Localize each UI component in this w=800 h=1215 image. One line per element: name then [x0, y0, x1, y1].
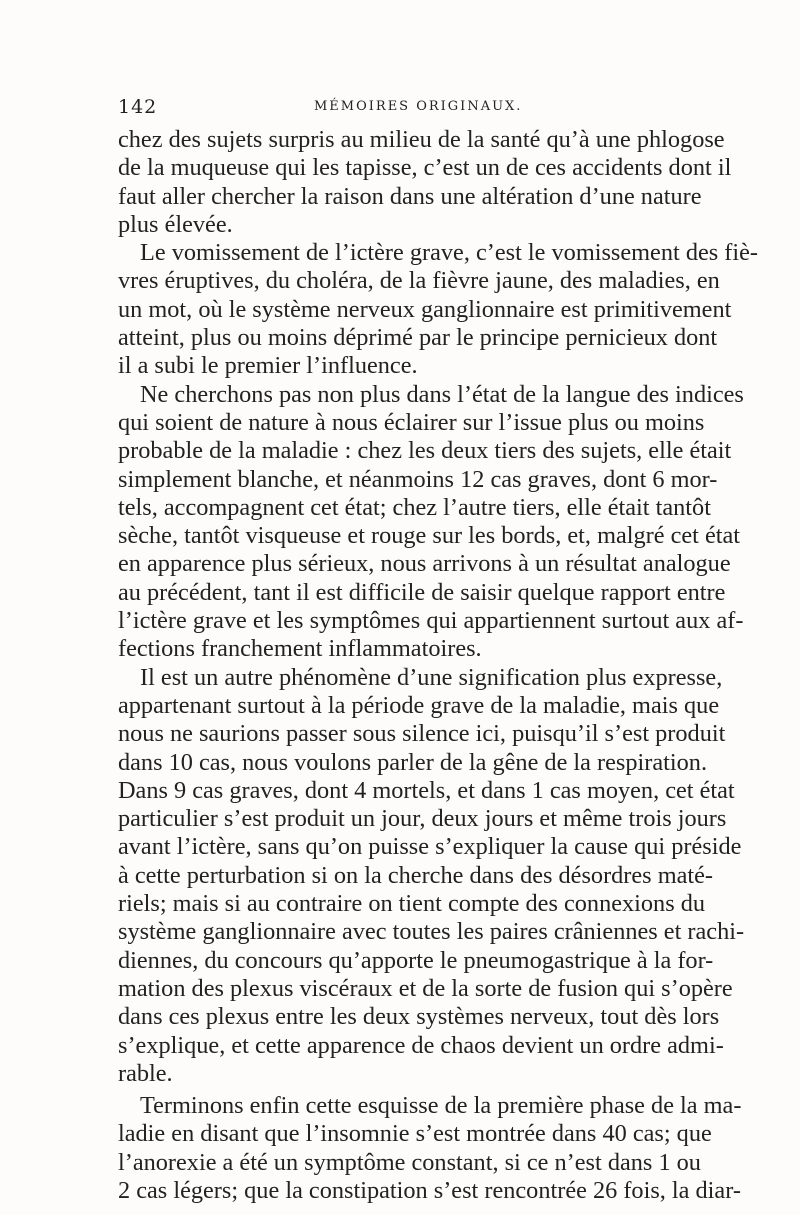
text-line: plus élevée.	[118, 210, 233, 238]
text-line: sèche, tantôt visqueuse et rouge sur les bords, et, malgré cet état	[118, 522, 741, 550]
text-line: riels; mais si au contraire on tient compte des connexions du	[118, 890, 706, 918]
text-line: s’explique, et cette apparence de chaos devient un ordre admi-	[118, 1031, 724, 1059]
text-line: Dans 9 cas graves, dont 4 mortels, et dans 1 cas moyen, cet état	[118, 776, 735, 804]
body-text	[118, 126, 758, 1205]
text-line: avant l’ictère, sans qu’on puisse s’expliquer la cause qui préside	[118, 833, 742, 861]
text-line: diennes, du concours qu’apporte le pneumogastrique à la for-	[118, 946, 714, 974]
text-line: particulier s’est produit un jour, deux jours et même trois jours	[118, 805, 727, 833]
text-line: ladie en disant que l’insomnie s’est montrée dans 40 cas; que	[118, 1120, 712, 1148]
text-line: l’ictère grave et les symptômes qui appartiennent surtout aux af-	[118, 607, 744, 635]
text-line: en apparence plus sérieux, nous arrivons à un résultat analogue	[118, 550, 731, 578]
text-line: atteint, plus ou moins déprimé par le principe pernicieux dont	[118, 324, 718, 352]
text-line: rable.	[118, 1059, 173, 1087]
text-line: de la muqueuse qui les tapisse, c’est un de ces accidents dont il	[118, 154, 732, 182]
running-head: MÉMOIRES ORIGINAUX.	[314, 99, 523, 114]
text-line: simplement blanche, et néanmoins 12 cas graves, dont 6 mor-	[118, 465, 718, 493]
paragraph	[118, 663, 745, 1088]
text-line: Ne cherchons pas non plus dans l’état de la langue des indices	[140, 380, 744, 408]
text-line: à cette perturbation si on la cherche dans des désordres maté-	[118, 861, 714, 889]
text-line: système ganglionnaire avec toutes les paires crâniennes et rachi-	[118, 918, 745, 946]
paragraph	[118, 380, 744, 664]
book-page	[118, 96, 758, 1205]
text-line: il a subi le premier l’influence.	[118, 352, 418, 380]
text-line: nous ne saurions passer sous silence ici, puisqu’il s’est produit	[118, 720, 726, 748]
page-header	[118, 96, 686, 122]
text-line: appartenant surtout à la période grave de la maladie, mais que	[118, 691, 720, 719]
text-line: Il est un autre phénomène d’une signification plus expresse,	[140, 663, 723, 691]
text-line: 2 cas légers; que la constipation s’est rencontrée 26 fois, la diar-	[118, 1176, 741, 1204]
paragraph	[118, 126, 732, 239]
text-line: dans ces plexus entre les deux systèmes nerveux, tout dès lors	[118, 1003, 720, 1031]
text-line: au précédent, tant il est difficile de saisir quelque rapport entre	[118, 578, 726, 606]
text-line: tels, accompagnent cet état; chez l’autre tiers, elle était tantôt	[118, 493, 711, 521]
text-line: un mot, où le système nerveux ganglionnaire est primitivement	[118, 295, 732, 323]
text-line: Terminons enfin cette esquisse de la première phase de la ma-	[140, 1092, 742, 1120]
paragraph	[118, 239, 758, 380]
text-line: probable de la maladie : chez les deux tiers des sujets, elle était	[118, 437, 732, 465]
text-line: qui soient de nature à nous éclairer sur l’issue plus ou moins	[118, 408, 705, 436]
page-number: 142	[118, 96, 158, 118]
text-line: mation des plexus viscéraux et de la sorte de fusion qui s’opère	[118, 974, 733, 1002]
text-line: chez des sujets surpris au milieu de la santé qu’à une phlogose	[118, 126, 725, 153]
text-line: l’anorexie a été un symptôme constant, si ce n’est dans 1 ou	[118, 1148, 701, 1176]
text-line: dans 10 cas, nous voulons parler de la gêne de la respiration.	[118, 748, 708, 776]
text-line: fections franchement inflammatoires.	[118, 635, 482, 663]
text-line: Le vomissement de l’ictère grave, c’est le vomissement des fiè-	[140, 239, 758, 267]
text-line: vres éruptives, du choléra, de la fièvre jaune, des maladies, en	[118, 267, 720, 295]
text-line: faut aller chercher la raison dans une altération d’une nature	[118, 182, 702, 210]
paragraph	[118, 1092, 742, 1205]
